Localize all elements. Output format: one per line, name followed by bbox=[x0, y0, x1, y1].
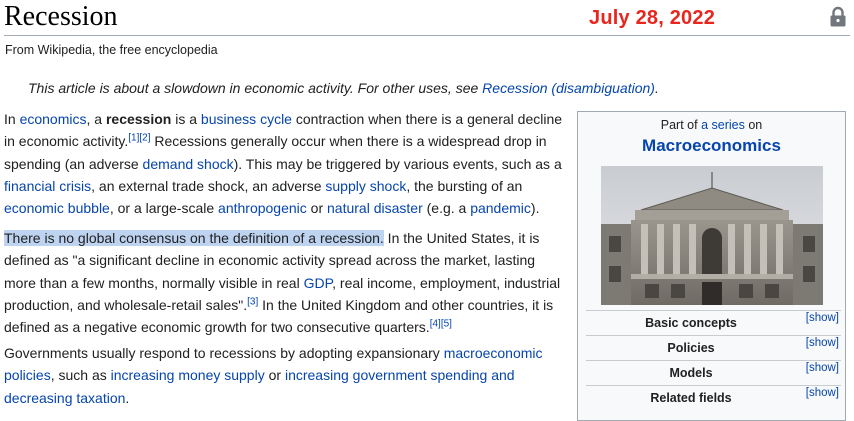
paragraph-intro: In economics, a recession is a business cycle contraction when there is a general decline in economic activity.[1][2] Recessions generally occur when there is a widespread drop in spending (an adverse demand shock). This may be triggered by various events, such as a financial crisis, an external trade shock, an adverse supply shock, the bursting of an economic bubble, or a large-scale anthropogenic or natural disaster (e.g. a pandemic). bbox=[4, 111, 563, 217]
link-pandemic[interactable]: pandemic bbox=[470, 200, 531, 217]
link-natural-disaster[interactable]: natural disaster bbox=[327, 200, 423, 217]
link-gdp[interactable]: GDP bbox=[303, 274, 333, 291]
paragraph-definition: There is no global consensus on the definition of a recession. In the United States, it is defined as "a significant decline in economic activity spread across the market, lasting more than a few months, normally visible in real GDP, real income, employment, industrial production, and wholesale-retail sales".[3] In the United Kingdom and other countries, it is defined as a negative economic growth for two consecutive quarters.[4][5] bbox=[4, 230, 561, 336]
link-business-cycle[interactable]: business cycle bbox=[200, 111, 292, 127]
highlighted-sentence: There is no global consensus on the definition of a recession. bbox=[4, 230, 384, 246]
page-title: Recession bbox=[4, 1, 118, 32]
link-government-spending[interactable]: increasing government spending and decreasing taxation bbox=[4, 367, 515, 406]
link-macroeconomic-policies[interactable]: macroeconomic policies bbox=[4, 345, 543, 384]
show-toggle-basic-concepts[interactable]: [show] bbox=[805, 312, 839, 324]
link-anthropogenic[interactable]: anthropogenic bbox=[218, 200, 307, 217]
link-increasing-money-supply[interactable]: increasing money supply bbox=[110, 367, 265, 384]
link-economics[interactable]: economics bbox=[19, 111, 87, 127]
bank-building-image[interactable] bbox=[601, 166, 823, 305]
title-divider bbox=[4, 35, 850, 36]
show-toggle-related-fields[interactable]: [show] bbox=[805, 387, 839, 399]
show-toggle-models[interactable]: [show] bbox=[805, 362, 839, 374]
hatnote: This article is about a slowdown in economic activity. For other uses, see Recession (disambiguation). bbox=[28, 80, 659, 96]
date-label: July 28, 2022 bbox=[589, 7, 716, 29]
disambiguation-link[interactable]: Recession (disambiguation) bbox=[482, 80, 655, 96]
infobox-above: Part of a series on bbox=[660, 118, 763, 132]
infobox-title-link[interactable]: Macroeconomics bbox=[642, 136, 781, 155]
series-infobox bbox=[577, 111, 846, 421]
infobox-row-related-fields: Related fields [show] bbox=[586, 385, 841, 410]
link-supply-shock[interactable]: supply shock bbox=[325, 177, 407, 194]
link-a-series[interactable]: a series bbox=[701, 118, 745, 132]
show-toggle-policies[interactable]: [show] bbox=[805, 337, 839, 349]
infobox-row-basic-concepts: Basic concepts [show] bbox=[586, 310, 841, 335]
ref-2[interactable]: [2] bbox=[139, 132, 151, 144]
ref-1[interactable]: [1] bbox=[128, 132, 140, 144]
bold-recession: recession bbox=[105, 111, 172, 127]
link-financial-crisis[interactable]: financial crisis bbox=[4, 177, 92, 194]
tagline: From Wikipedia, the free encyclopedia bbox=[5, 43, 218, 57]
infobox-row-models: Models [show] bbox=[586, 360, 841, 385]
ref-5[interactable]: [5] bbox=[440, 318, 452, 330]
paragraph-response: Governments usually respond to recessions by adopting expansionary macroeconomic policies, such as increasing money supply or increasing government spending and decreasing taxation. bbox=[4, 345, 543, 406]
ref-3[interactable]: [3] bbox=[247, 296, 259, 308]
lock-icon[interactable] bbox=[829, 6, 847, 28]
link-demand-shock[interactable]: demand shock bbox=[142, 155, 234, 172]
ref-4[interactable]: [4] bbox=[429, 318, 441, 330]
infobox-row-policies: Policies [show] bbox=[586, 335, 841, 360]
link-economic-bubble[interactable]: economic bubble bbox=[4, 200, 110, 217]
